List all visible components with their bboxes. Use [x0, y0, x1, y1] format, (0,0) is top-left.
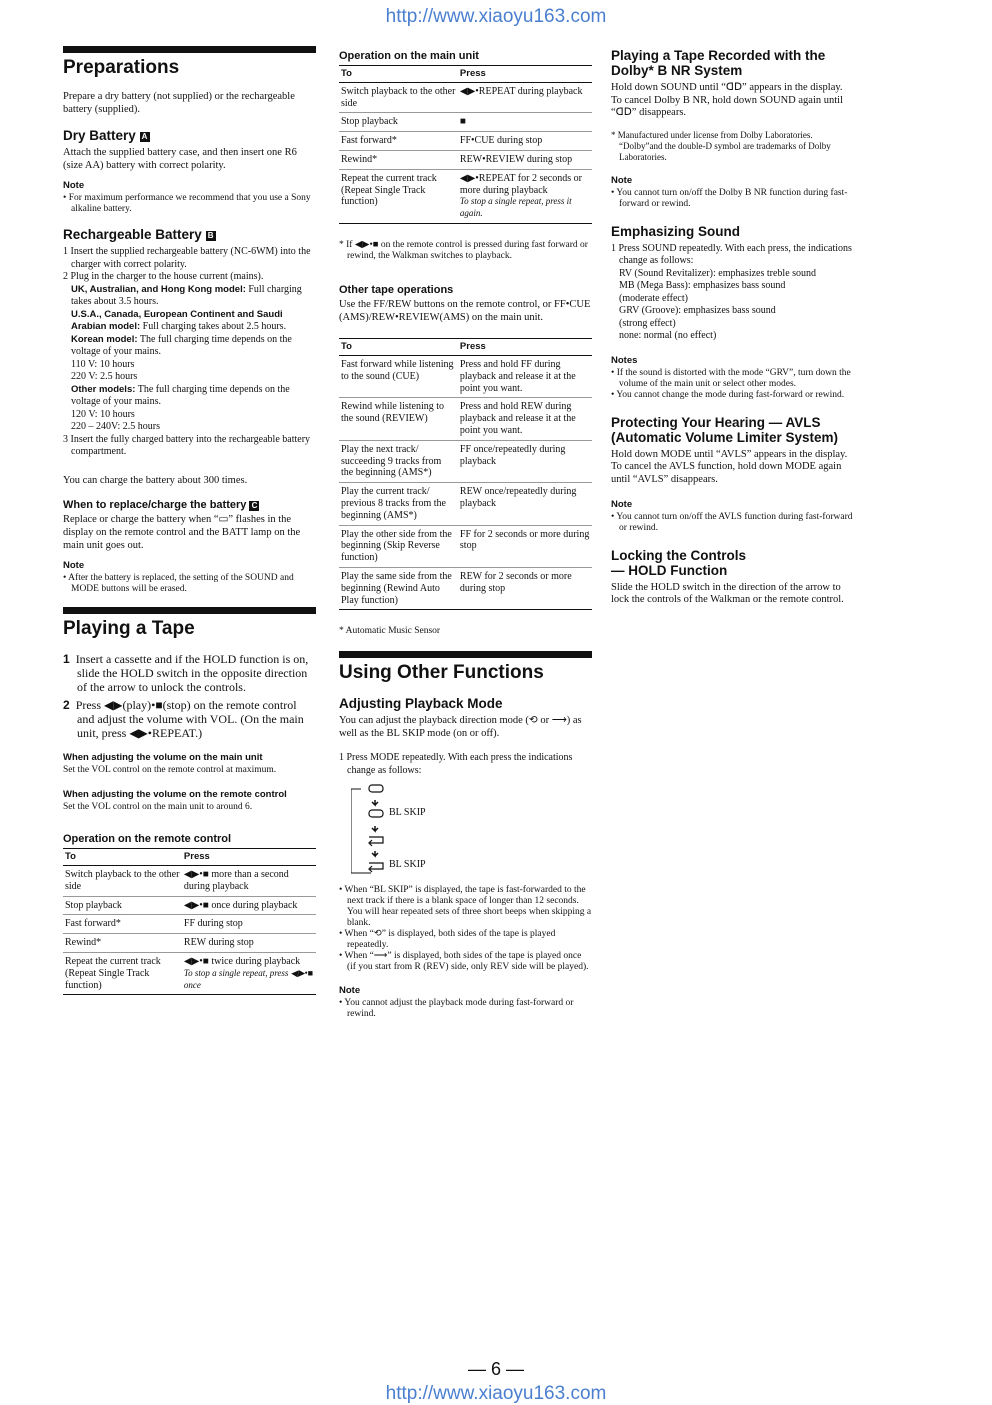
korean-220v: 220 V: 2.5 hours — [71, 371, 138, 383]
dolby-heading: Playing a Tape Recorded with the Dolby* B NR System — [611, 48, 826, 78]
korean-110v: 110 V: 10 hours — [71, 358, 135, 370]
play-step-1: 1 Insert a cassette and if the HOLD function is on, slide the HOLD switch in the opposite direction of the arrow to unlock the controls. — [63, 652, 309, 695]
play-step-2: 2 Press ◀▶(play)•■(stop) on the remote control and adjust the volume with VOL. (On the main unit, press ◀▶•REPEAT.) — [63, 698, 304, 741]
korean-model-info: Korean model: The full charging time depends on the voltage of your mains. — [71, 333, 292, 358]
avls-text-2: To cancel the AVLS function, hold down MODE again until “AVLS” disappears. — [611, 461, 842, 485]
one-way-mode-icon — [369, 837, 383, 846]
mode-cycle-diagram — [351, 783, 592, 879]
adjust-bullet-1: • When “BL SKIP” is displayed, the tape is fast-forwarded to the next track if there is a blank space of longer than 12 seconds. You will hear repeated sets of three short beeps when skipping a blank. — [339, 885, 592, 929]
volume-remote-heading: When adjusting the volume on the remote control — [63, 788, 287, 800]
rechargeable-step-3: 3 Insert the fully charged battery into the rechargeable battery compartment. — [63, 433, 311, 458]
adjust-note: • You cannot adjust the playback mode during fast-forward or rewind. — [339, 998, 574, 1020]
table-row: Switch playback to the other side ◀▶•REPEAT during playback — [339, 82, 592, 113]
adjust-step-1: 1 Press MODE repeatedly. With each press the indications change as follows: — [339, 752, 573, 776]
other-ops-table — [339, 338, 592, 610]
notes-label: Notes — [611, 354, 638, 366]
repeat-mode-icon — [369, 810, 383, 817]
replace-battery-heading: When to replace/charge the battery C — [63, 499, 316, 512]
table-row: Repeat the current track (Repeat Single Track function) ◀▶•■ twice during playback To stop a single repeat, press ◀▶•■ once — [63, 953, 316, 995]
sound-mode-mb: MB (Mega Bass): emphasizes bass sound — [619, 280, 786, 292]
dolby-text-2: To cancel Dolby B NR, hold down SOUND again until “ᗡᗞ” disappears. — [611, 94, 843, 119]
table-header-press: Press — [458, 339, 592, 356]
main-table-title: Operation on the main unit — [339, 50, 479, 62]
table-row: Repeat the current track (Repeat Single Track function) ◀▶•REPEAT for 2 seconds or more during playback To stop a single repeat, press it again. — [339, 169, 592, 223]
note-label: Note — [611, 174, 633, 186]
sound-mode-rv: RV (Sound Revitalizer): emphasizes treble sound — [619, 267, 817, 279]
hold-text: Slide the HOLD switch in the direction of the arrow to lock the controls of the Walkman or the remote control. — [611, 581, 844, 606]
section-rule — [63, 46, 316, 53]
hold-heading-1: Locking the Controls — [611, 547, 746, 563]
note-label: Note — [339, 985, 361, 997]
table-header-press: Press — [182, 849, 316, 866]
repeat-mode-icon — [369, 785, 383, 792]
table-row: Stop playback ■ — [339, 113, 592, 132]
table-row: Switch playback to the other side ◀▶•■ more than a second during playback — [63, 866, 316, 897]
bl-skip-label: BL SKIP — [389, 859, 426, 871]
ams-footnote: * Automatic Music Sensor — [339, 626, 441, 637]
sound-mode-grv-effect: (strong effect) — [619, 317, 676, 329]
emphasizing-note-2: • You cannot change the mode during fast-forward or rewind. — [611, 389, 845, 400]
avls-note: • You cannot turn on/off the AVLS function during fast-forward or rewind. — [611, 511, 853, 533]
using-other-functions-heading: Using Other Functions — [339, 662, 544, 684]
adjust-playback-text: You can adjust the playback direction mode (⟲ or ⟶) as well as the BL SKIP mode (on or off). — [339, 715, 582, 739]
sound-mode-none: none: normal (no effect) — [619, 330, 717, 342]
table-row: Play the same side from the beginning (Rewind Auto Play function) REW for 2 seconds or more during stop — [339, 567, 592, 609]
section-rule — [339, 651, 592, 658]
dolby-note: • You cannot turn on/off the Dolby B NR function during fast-forward or rewind. — [611, 187, 848, 209]
adjust-bullet-2: • When “⟲” is displayed, both sides of the tape is played repeatedly. — [339, 929, 556, 951]
figure-label-b: B — [206, 231, 216, 241]
usa-model-info: U.S.A., Canada, European Continent and Saudi Arabian model: Full charging takes about 2.5 hours. — [71, 308, 287, 333]
replace-battery-note: • After the battery is replaced, the setting of the SOUND and MODE buttons will be erased. — [63, 573, 294, 595]
bl-skip-label: BL SKIP — [389, 807, 426, 819]
preparations-heading: Preparations — [63, 57, 180, 78]
table-row: Rewind* REW during stop — [63, 934, 316, 953]
remote-stop-repeat-note: To stop a single repeat, press ◀▶•■ once — [183, 967, 314, 990]
playing-tape-heading: Playing a Tape — [63, 618, 195, 640]
adjust-playback-heading: Adjusting Playback Mode — [339, 696, 503, 712]
column-1 — [63, 46, 316, 995]
footer-url: http://www.xiaoyu163.com — [385, 1383, 607, 1404]
table-row: Rewind* REW•REVIEW during stop — [339, 150, 592, 169]
one-way-mode-icon — [369, 863, 383, 872]
column-3 — [611, 46, 857, 607]
other-ops-heading: Other tape operations — [339, 283, 454, 296]
table-row: Rewind while listening to the sound (REVIEW) Press and hold REW during playback and release it at the point you want. — [339, 398, 592, 440]
adjust-bullet-3: • When “⟶” is displayed, both sides of the tape is played once (if you start from R (REV) side, only REV side will be played). — [339, 951, 589, 973]
volume-main-heading: When adjusting the volume on the main unit — [63, 752, 263, 764]
table-row: Play the current track/ previous 8 tracks from the beginning (AMS*) REW once/repeatedly during playback — [339, 483, 592, 525]
remote-control-table — [63, 848, 316, 995]
table-header-to: To — [339, 66, 458, 83]
rechargeable-battery-heading: Rechargeable Battery B — [63, 227, 316, 242]
table-row: Stop playback ◀▶•■ once during playback — [63, 896, 316, 915]
avls-heading: Protecting Your Hearing — AVLS (Automatic Volume Limiter System) — [611, 414, 839, 445]
remote-table-title: Operation on the remote control — [63, 833, 232, 846]
page-number: — 6 — — [467, 1359, 524, 1379]
table-row: Fast forward* FF•CUE during stop — [339, 132, 592, 151]
sound-mode-grv: GRV (Groove): emphasizes bass sound — [619, 305, 776, 317]
main-unit-table — [339, 65, 592, 224]
main-stop-repeat-note: To stop a single repeat, press it again. — [459, 196, 572, 219]
table-header-press: Press — [458, 66, 592, 83]
figure-label-a: A — [140, 132, 150, 142]
table-row: Fast forward* FF during stop — [63, 915, 316, 934]
main-table-footnote: * If ◀▶•■ on the remote control is pressed during fast forward or rewind, the Walkman switches to playback. — [339, 239, 588, 261]
table-row: Play the other side from the beginning (Skip Reverse function) FF for 2 seconds or more during stop — [339, 525, 592, 567]
table-row: Play the next track/ succeeding 9 tracks from the beginning (AMS*) FF once/repeatedly during playback — [339, 440, 592, 482]
emphasizing-step-1: 1 Press SOUND repeatedly. With each press, the indications change as follows: — [611, 242, 852, 267]
figure-label-c: C — [249, 501, 259, 511]
rechargeable-step-2: 2 Plug in the charger to the house current (mains). — [63, 271, 264, 283]
other-ops-text: Use the FF/REW buttons on the remote control, or FF•CUE (AMS)/REW•REVIEW(AMS) on the main unit. — [339, 298, 591, 323]
charge-times-text: You can charge the battery about 300 times. — [63, 474, 248, 486]
column-2 — [339, 46, 592, 1020]
other-120v: 120 V: 10 hours — [71, 408, 135, 420]
dry-battery-text: Attach the supplied battery case, and then insert one R6 (size AA) battery with correct polarity. — [63, 147, 297, 171]
rechargeable-step-1: 1 Insert the supplied rechargeable battery (NC-6WM) into the charger with correct polarity. — [63, 246, 311, 270]
other-220v: 220 – 240V: 2.5 hours — [71, 421, 160, 433]
dolby-text-1: Hold down SOUND until “ᗡᗞ” appears in the display. — [611, 82, 843, 93]
section-rule — [63, 607, 316, 614]
volume-remote-text: Set the VOL control on the main unit to around 6. — [63, 801, 253, 812]
note-label: Note — [63, 560, 85, 572]
dolby-footnote: * Manufactured under license from Dolby Laboratories. “Dolby”and the double-D symbol are trademarks of Dolby Laboratories. — [611, 129, 831, 162]
volume-main-text: Set the VOL control on the remote control at maximum. — [63, 765, 277, 776]
emphasizing-note-1: • If the sound is distorted with the mode “GRV”, turn down the volume of the main unit or select other modes. — [611, 367, 851, 389]
other-model-info: Other models: The full charging time depends on the voltage of your mains. — [71, 383, 290, 408]
replace-battery-text: Replace or charge the battery when “▭” flashes in the display on the remote control and the BATT lamp on the main unit goes out. — [63, 514, 301, 551]
table-header-to: To — [63, 849, 182, 866]
preparations-intro: Prepare a dry battery (not supplied) or the rechargeable battery (supplied). — [63, 91, 295, 115]
avls-text-1: Hold down MODE until “AVLS” appears in the display. — [611, 448, 848, 460]
note-label: Note — [63, 180, 85, 192]
sound-mode-mb-effect: (moderate effect) — [619, 292, 688, 304]
emphasizing-sound-heading: Emphasizing Sound — [611, 223, 741, 239]
dry-battery-note: • For maximum performance we recommend that you use a Sony alkaline battery. — [63, 193, 311, 215]
table-header-to: To — [339, 339, 458, 356]
header-url: http://www.xiaoyu163.com — [385, 6, 607, 27]
note-label: Note — [611, 498, 633, 510]
table-row: Fast forward while listening to the sound (CUE) Press and hold FF during playback and release it at the point you want. — [339, 355, 592, 397]
uk-model-info: UK, Australian, and Hong Kong model: Full charging takes about 3.5 hours. — [71, 283, 302, 308]
dry-battery-heading: Dry Battery A — [63, 128, 316, 143]
hold-heading-2: — HOLD Function — [611, 562, 728, 578]
